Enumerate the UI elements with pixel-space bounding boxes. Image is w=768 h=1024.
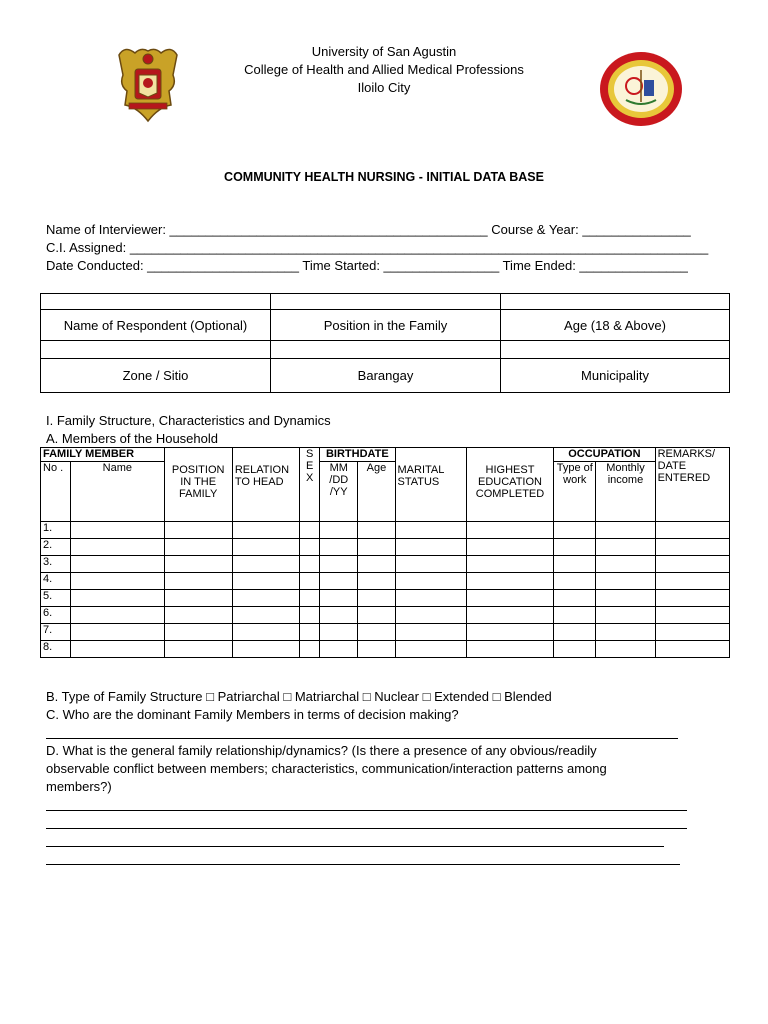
table-cell[interactable]	[71, 590, 164, 607]
municipality-input[interactable]	[501, 341, 730, 359]
age-header: Age	[358, 462, 395, 522]
table-cell[interactable]	[554, 624, 596, 641]
answer-line-d3[interactable]	[46, 846, 664, 847]
table-cell[interactable]	[554, 556, 596, 573]
table-cell[interactable]	[358, 641, 395, 658]
mmddyy-header: MM /DD /YY	[320, 462, 358, 522]
row-number: 2.	[41, 539, 71, 556]
education-header: HIGHEST EDUCATION COMPLETED	[466, 448, 553, 522]
table-row	[41, 539, 730, 556]
row-number: 5.	[41, 590, 71, 607]
table-cell[interactable]	[232, 573, 299, 590]
table-row	[41, 573, 730, 590]
table-cell[interactable]	[395, 539, 466, 556]
table-cell[interactable]	[655, 539, 729, 556]
age-label: Age (18 & Above)	[501, 310, 730, 341]
table-row	[41, 522, 730, 539]
relation-header: RELATION TO HEAD	[232, 448, 299, 522]
table-cell[interactable]	[320, 556, 358, 573]
table-cell[interactable]	[358, 573, 395, 590]
table-cell[interactable]	[71, 607, 164, 624]
answer-line-d2[interactable]	[46, 828, 687, 829]
table-cell[interactable]	[232, 556, 299, 573]
table-cell[interactable]	[71, 624, 164, 641]
table-cell[interactable]	[655, 573, 729, 590]
position-header: POSITION IN THE FAMILY	[164, 448, 232, 522]
row-number: 8.	[41, 641, 71, 658]
monthly-income-header: Monthly income	[596, 462, 655, 522]
section-1a-subtitle: A. Members of the Household	[46, 431, 218, 446]
table-cell[interactable]	[358, 590, 395, 607]
marital-status-header: MARITAL STATUS	[395, 448, 466, 522]
table-cell[interactable]	[466, 522, 553, 539]
table-cell[interactable]	[596, 624, 655, 641]
table-row	[41, 607, 730, 624]
table-cell[interactable]	[300, 539, 320, 556]
table-cell[interactable]	[655, 590, 729, 607]
table-cell[interactable]	[655, 556, 729, 573]
respondent-name-input[interactable]	[41, 294, 271, 310]
table-row	[41, 590, 730, 607]
position-in-family-label: Position in the Family	[271, 310, 501, 341]
table-cell[interactable]	[655, 624, 729, 641]
table-cell[interactable]	[300, 556, 320, 573]
table-cell[interactable]	[358, 539, 395, 556]
table-cell[interactable]	[71, 573, 164, 590]
table-cell[interactable]	[596, 539, 655, 556]
table-cell[interactable]	[300, 607, 320, 624]
table-cell[interactable]	[554, 641, 596, 658]
row-number: 6.	[41, 607, 71, 624]
barangay-input[interactable]	[271, 341, 501, 359]
table-cell[interactable]	[232, 607, 299, 624]
household-members-table	[40, 447, 730, 658]
table-cell[interactable]	[320, 590, 358, 607]
table-cell[interactable]	[466, 624, 553, 641]
table-cell[interactable]	[466, 539, 553, 556]
table-cell[interactable]	[395, 607, 466, 624]
section-d-question-line1: D. What is the general family relationship/dynamics? (Is there a presence of any obvious/readily	[46, 743, 597, 758]
table-cell[interactable]	[466, 607, 553, 624]
table-cell[interactable]	[300, 590, 320, 607]
table-cell[interactable]	[320, 522, 358, 539]
table-cell[interactable]	[71, 539, 164, 556]
table-cell[interactable]	[232, 539, 299, 556]
municipality-label: Municipality	[501, 359, 730, 393]
table-cell[interactable]	[358, 624, 395, 641]
table-cell[interactable]	[300, 641, 320, 658]
no-header: No .	[41, 462, 71, 522]
respondent-table	[40, 293, 730, 393]
position-in-family-input[interactable]	[271, 294, 501, 310]
table-cell[interactable]	[164, 624, 232, 641]
table-cell[interactable]	[554, 522, 596, 539]
table-cell[interactable]	[554, 590, 596, 607]
table-cell[interactable]	[596, 573, 655, 590]
table-cell[interactable]	[554, 539, 596, 556]
table-row	[41, 556, 730, 573]
sex-header: S E X	[300, 448, 320, 522]
table-cell[interactable]	[300, 573, 320, 590]
table-cell[interactable]	[300, 522, 320, 539]
table-cell[interactable]	[71, 556, 164, 573]
answer-line-c[interactable]	[46, 738, 678, 739]
table-cell[interactable]	[655, 522, 729, 539]
table-cell[interactable]	[358, 522, 395, 539]
table-cell[interactable]	[320, 624, 358, 641]
table-cell[interactable]	[655, 607, 729, 624]
table-cell[interactable]	[596, 641, 655, 658]
table-cell[interactable]	[300, 624, 320, 641]
row-number: 1.	[41, 522, 71, 539]
date-time-line[interactable]: Date Conducted: _____________________ Time Started: ________________ Time Ended: _______________	[46, 258, 688, 273]
table-cell[interactable]	[358, 556, 395, 573]
table-cell[interactable]	[320, 573, 358, 590]
row-number: 4.	[41, 573, 71, 590]
remarks-header: REMARKS/ DATE ENTERED	[655, 448, 729, 522]
table-cell[interactable]	[164, 522, 232, 539]
barangay-label: Barangay	[271, 359, 501, 393]
table-cell[interactable]	[164, 641, 232, 658]
table-cell[interactable]	[164, 556, 232, 573]
table-cell[interactable]	[395, 624, 466, 641]
table-cell[interactable]	[320, 607, 358, 624]
table-cell[interactable]	[466, 573, 553, 590]
table-cell[interactable]	[395, 522, 466, 539]
table-cell[interactable]	[71, 522, 164, 539]
section-d-question-line2: observable conflict between members; characteristics, communication/interaction patterns among	[46, 761, 607, 776]
table-row	[41, 641, 730, 658]
table-cell[interactable]	[655, 641, 729, 658]
university-name: University of San Agustin	[311, 44, 457, 59]
table-row	[41, 624, 730, 641]
table-cell[interactable]	[164, 539, 232, 556]
row-number: 7.	[41, 624, 71, 641]
table-cell[interactable]	[466, 641, 553, 658]
table-cell[interactable]	[596, 556, 655, 573]
city-name: Iloilo City	[357, 80, 411, 95]
table-cell[interactable]	[554, 607, 596, 624]
zone-input[interactable]	[41, 341, 271, 359]
table-cell[interactable]	[232, 624, 299, 641]
form-title: COMMUNITY HEALTH NURSING - INITIAL DATA BASE	[224, 170, 544, 184]
table-cell[interactable]	[164, 607, 232, 624]
table-cell[interactable]	[466, 590, 553, 607]
interviewer-course-line[interactable]: Name of Interviewer: ____________________________________________ Course & Year: _______________	[46, 222, 691, 237]
section-1-title: I. Family Structure, Characteristics and Dynamics	[46, 413, 331, 428]
answer-line-d1[interactable]	[46, 810, 687, 811]
section-c-question: C. Who are the dominant Family Members in terms of decision making?	[46, 707, 459, 722]
table-cell[interactable]	[232, 641, 299, 658]
college-name: College of Health and Allied Medical Professions	[244, 62, 524, 77]
table-cell[interactable]	[164, 590, 232, 607]
answer-line-d4[interactable]	[46, 864, 680, 865]
table-cell[interactable]	[596, 607, 655, 624]
table-cell[interactable]	[164, 573, 232, 590]
table-cell[interactable]	[320, 539, 358, 556]
age-input[interactable]	[501, 294, 730, 310]
table-cell[interactable]	[466, 556, 553, 573]
type-of-work-header: Type of work	[554, 462, 596, 522]
row-number: 3.	[41, 556, 71, 573]
section-d-question-line3: members?)	[46, 779, 112, 794]
table-cell[interactable]	[395, 641, 466, 658]
table-cell[interactable]	[395, 573, 466, 590]
table-cell[interactable]	[320, 641, 358, 658]
table-cell[interactable]	[358, 607, 395, 624]
family-member-header: FAMILY MEMBER	[41, 448, 165, 462]
table-cell[interactable]	[71, 641, 164, 658]
birthdate-header: BIRTHDATE	[320, 448, 395, 462]
respondent-name-label: Name of Respondent (Optional)	[41, 310, 271, 341]
table-cell[interactable]	[232, 590, 299, 607]
occupation-header: OCCUPATION	[554, 448, 655, 462]
name-header: Name	[71, 462, 164, 522]
zone-label: Zone / Sitio	[41, 359, 271, 393]
table-cell[interactable]	[395, 556, 466, 573]
section-b-family-structure[interactable]: B. Type of Family Structure □ Patriarchal □ Matriarchal □ Nuclear □ Extended □ Blended	[46, 689, 552, 704]
table-cell[interactable]	[395, 590, 466, 607]
ci-assigned-line[interactable]: C.I. Assigned: ________________________________________________________________________________	[46, 240, 709, 255]
table-cell[interactable]	[596, 522, 655, 539]
table-cell[interactable]	[554, 573, 596, 590]
table-cell[interactable]	[596, 590, 655, 607]
table-cell[interactable]	[232, 522, 299, 539]
